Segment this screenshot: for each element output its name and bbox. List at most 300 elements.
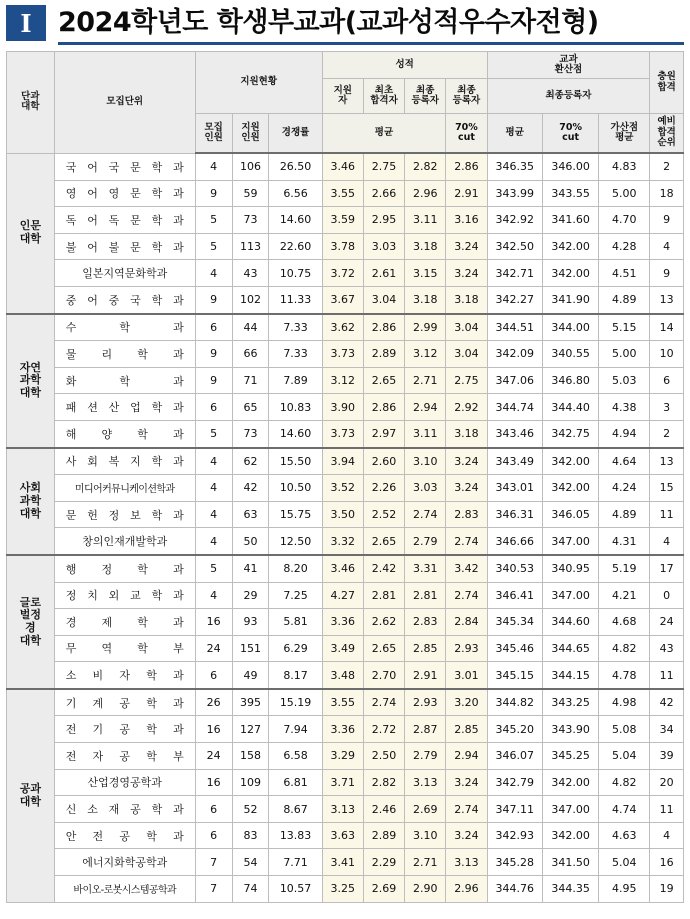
subject-cut70-cell: 347.00 <box>542 796 598 823</box>
bonus-avg-cell: 4.64 <box>599 448 650 475</box>
dept-cell <box>54 609 195 636</box>
grade-first-pass-cell: 2.29 <box>363 849 404 876</box>
dept-cell <box>54 180 195 207</box>
subject-avg-cell: 343.46 <box>487 420 542 447</box>
grade-applicant-cell: 3.72 <box>322 260 363 287</box>
dept-cell <box>54 689 195 716</box>
grade-final-reg-cell: 3.03 <box>405 475 446 502</box>
dept-name: 패 션 산 업 학 과 <box>65 401 184 415</box>
grade-first-pass-cell: 2.86 <box>363 314 404 341</box>
subject-cut70-cell: 347.00 <box>542 528 598 555</box>
quota-cell: 9 <box>195 180 232 207</box>
subject-cut70-cell: 341.50 <box>542 849 598 876</box>
grade-final-reg-cell: 2.79 <box>405 743 446 770</box>
grade-final-reg-cell: 3.31 <box>405 555 446 582</box>
quota-cell: 9 <box>195 341 232 368</box>
bonus-avg-cell: 4.83 <box>599 153 650 180</box>
applicants-cell: 73 <box>232 207 269 234</box>
subject-avg-cell: 346.31 <box>487 501 542 528</box>
dept-name: 안 전 공 학 과 <box>65 829 184 843</box>
bonus-avg-cell: 5.03 <box>599 367 650 394</box>
bonus-avg-cell: 5.15 <box>599 314 650 341</box>
applicants-cell: 93 <box>232 609 269 636</box>
header-waitlist-rank: 예비 합격 순위 <box>650 114 684 154</box>
dept-cell <box>54 207 195 234</box>
table-row <box>7 501 684 528</box>
grade-applicant-cell: 3.50 <box>322 501 363 528</box>
subject-cut70-cell: 346.80 <box>542 367 598 394</box>
waitlist-rank-cell: 11 <box>650 501 684 528</box>
header-unit: 모집단위 <box>54 52 195 154</box>
subject-avg-cell: 342.71 <box>487 260 542 287</box>
quota-cell: 4 <box>195 501 232 528</box>
dept-name: 행 정 학 과 <box>65 562 184 576</box>
applicants-cell: 102 <box>232 286 269 313</box>
quota-cell: 4 <box>195 528 232 555</box>
quota-cell: 6 <box>195 822 232 849</box>
dept-name: 사 회 복 지 학 과 <box>65 455 184 469</box>
subject-cut70-cell: 342.00 <box>542 233 598 260</box>
grade-applicant-cell: 3.67 <box>322 286 363 313</box>
subject-avg-cell: 344.76 <box>487 876 542 903</box>
dept-name: 바이오-로봇시스템공학과 <box>73 885 177 897</box>
grade-final-reg-cell: 2.82 <box>405 153 446 180</box>
quota-cell: 4 <box>195 475 232 502</box>
header-subject-avg: 평균 <box>487 114 542 154</box>
dept-cell <box>54 448 195 475</box>
subject-avg-cell: 345.15 <box>487 662 542 689</box>
subject-avg-cell: 346.35 <box>487 153 542 180</box>
subject-avg-cell: 342.27 <box>487 286 542 313</box>
header-subject-grades: 교과 환산점 <box>487 52 650 79</box>
applicants-cell: 59 <box>232 180 269 207</box>
grade-first-pass-cell: 3.03 <box>363 233 404 260</box>
table-row <box>7 180 684 207</box>
subject-cut70-cell: 344.00 <box>542 314 598 341</box>
grade-final-reg-cell: 2.96 <box>405 180 446 207</box>
grade-applicant-cell: 3.55 <box>322 180 363 207</box>
dept-name: 무 역 학 부 <box>65 642 184 656</box>
dept-name: 미디어커뮤니케이션학과 <box>74 484 175 496</box>
grade-final-reg-cell: 3.11 <box>405 420 446 447</box>
grade-final-reg-cell: 2.71 <box>405 849 446 876</box>
table-row <box>7 769 684 796</box>
dept-cell <box>54 796 195 823</box>
competition-cell: 7.89 <box>269 367 322 394</box>
dept-name: 신 소 재 공 학 과 <box>65 803 184 817</box>
table-row <box>7 286 684 313</box>
grade-first-pass-cell: 2.89 <box>363 341 404 368</box>
dept-cell <box>54 769 195 796</box>
competition-cell: 10.75 <box>269 260 322 287</box>
applicants-cell: 158 <box>232 743 269 770</box>
quota-cell: 6 <box>195 662 232 689</box>
subject-cut70-cell: 344.60 <box>542 609 598 636</box>
competition-cell: 6.58 <box>269 743 322 770</box>
subject-cut70-cell: 341.60 <box>542 207 598 234</box>
waitlist-rank-cell: 10 <box>650 341 684 368</box>
grade-applicant-cell: 3.36 <box>322 609 363 636</box>
grade-first-pass-cell: 2.70 <box>363 662 404 689</box>
grade-cut70-cell: 2.83 <box>446 501 487 528</box>
dept-name: 전 자 공 학 부 <box>65 749 184 763</box>
subject-cut70-cell: 342.00 <box>542 260 598 287</box>
dept-cell <box>54 876 195 903</box>
subject-cut70-cell: 346.00 <box>542 153 598 180</box>
subject-avg-cell: 345.46 <box>487 635 542 662</box>
grade-cut70-cell: 2.74 <box>446 796 487 823</box>
table-row <box>7 314 684 341</box>
bonus-avg-cell: 4.24 <box>599 475 650 502</box>
waitlist-rank-cell: 3 <box>650 394 684 421</box>
waitlist-rank-cell: 34 <box>650 716 684 743</box>
grade-first-pass-cell: 3.04 <box>363 286 404 313</box>
competition-cell: 13.83 <box>269 822 322 849</box>
dept-name: 소 비 자 학 과 <box>65 669 184 683</box>
table-row <box>7 394 684 421</box>
waitlist-rank-cell: 17 <box>650 555 684 582</box>
subject-avg-cell: 343.01 <box>487 475 542 502</box>
subject-cut70-cell: 342.00 <box>542 448 598 475</box>
grade-applicant-cell: 4.27 <box>322 582 363 609</box>
applicants-cell: 65 <box>232 394 269 421</box>
header-subject-cut70: 70% cut <box>542 114 598 154</box>
waitlist-rank-cell: 4 <box>650 233 684 260</box>
grade-first-pass-cell: 2.50 <box>363 743 404 770</box>
applicants-cell: 395 <box>232 689 269 716</box>
subject-avg-cell: 344.82 <box>487 689 542 716</box>
dept-name: 일본지역문화학과 <box>82 267 168 281</box>
applicants-cell: 62 <box>232 448 269 475</box>
dept-cell <box>54 314 195 341</box>
header-extra-pass: 충원 합격 <box>650 52 684 114</box>
subject-avg-cell: 345.28 <box>487 849 542 876</box>
subject-avg-cell: 347.11 <box>487 796 542 823</box>
applicants-cell: 54 <box>232 849 269 876</box>
grade-final-reg-cell: 3.10 <box>405 448 446 475</box>
competition-cell: 15.19 <box>269 689 322 716</box>
quota-cell: 24 <box>195 635 232 662</box>
bonus-avg-cell: 4.51 <box>599 260 650 287</box>
dept-cell <box>54 822 195 849</box>
dept-name: 중 어 중 국 학 과 <box>65 293 184 307</box>
grade-first-pass-cell: 2.61 <box>363 260 404 287</box>
competition-cell: 8.20 <box>269 555 322 582</box>
grade-applicant-cell: 3.78 <box>322 233 363 260</box>
subject-avg-cell: 342.09 <box>487 341 542 368</box>
grade-first-pass-cell: 2.65 <box>363 635 404 662</box>
subject-cut70-cell: 346.05 <box>542 501 598 528</box>
subject-avg-cell: 346.41 <box>487 582 542 609</box>
dept-name: 국 어 국 문 학 과 <box>65 160 184 174</box>
grade-first-pass-cell: 2.62 <box>363 609 404 636</box>
waitlist-rank-cell: 9 <box>650 260 684 287</box>
waitlist-rank-cell: 6 <box>650 367 684 394</box>
grade-applicant-cell: 3.46 <box>322 153 363 180</box>
subject-avg-cell: 343.99 <box>487 180 542 207</box>
dept-name: 화 학 과 <box>65 374 184 388</box>
competition-cell: 14.60 <box>269 207 322 234</box>
subject-cut70-cell: 340.95 <box>542 555 598 582</box>
waitlist-rank-cell: 2 <box>650 420 684 447</box>
grade-first-pass-cell: 2.95 <box>363 207 404 234</box>
grade-cut70-cell: 2.75 <box>446 367 487 394</box>
subject-cut70-cell: 343.25 <box>542 689 598 716</box>
competition-cell: 6.56 <box>269 180 322 207</box>
quota-cell: 5 <box>195 555 232 582</box>
bonus-avg-cell: 4.31 <box>599 528 650 555</box>
quota-cell: 6 <box>195 314 232 341</box>
table-row <box>7 849 684 876</box>
subject-cut70-cell: 343.90 <box>542 716 598 743</box>
grade-applicant-cell: 3.36 <box>322 716 363 743</box>
competition-cell: 22.60 <box>269 233 322 260</box>
applicants-cell: 106 <box>232 153 269 180</box>
applicants-cell: 63 <box>232 501 269 528</box>
dept-name: 불 어 불 문 학 과 <box>65 240 184 254</box>
header-final-reg-2: 최종 등록자 <box>446 79 487 114</box>
applicants-cell: 50 <box>232 528 269 555</box>
subject-avg-cell: 340.53 <box>487 555 542 582</box>
grade-cut70-cell: 3.24 <box>446 769 487 796</box>
waitlist-rank-cell: 13 <box>650 448 684 475</box>
grade-applicant-cell: 3.55 <box>322 689 363 716</box>
bonus-avg-cell: 5.00 <box>599 180 650 207</box>
dept-cell <box>54 260 195 287</box>
header-grades: 성적 <box>322 52 487 79</box>
bonus-avg-cell: 4.82 <box>599 635 650 662</box>
competition-cell: 15.75 <box>269 501 322 528</box>
applicants-cell: 66 <box>232 341 269 368</box>
college-cell: 공과 대학 <box>7 689 55 902</box>
applicants-cell: 43 <box>232 260 269 287</box>
grade-cut70-cell: 2.92 <box>446 394 487 421</box>
waitlist-rank-cell: 20 <box>650 769 684 796</box>
grade-applicant-cell: 3.62 <box>322 314 363 341</box>
bonus-avg-cell: 4.89 <box>599 286 650 313</box>
competition-cell: 12.50 <box>269 528 322 555</box>
waitlist-rank-cell: 9 <box>650 207 684 234</box>
applicants-cell: 74 <box>232 876 269 903</box>
dept-cell <box>54 716 195 743</box>
waitlist-rank-cell: 4 <box>650 822 684 849</box>
subject-cut70-cell: 343.55 <box>542 180 598 207</box>
grade-cut70-cell: 3.01 <box>446 662 487 689</box>
competition-cell: 10.57 <box>269 876 322 903</box>
dept-cell <box>54 394 195 421</box>
grade-cut70-cell: 2.93 <box>446 635 487 662</box>
grade-cut70-cell: 3.42 <box>446 555 487 582</box>
grade-first-pass-cell: 2.89 <box>363 822 404 849</box>
grade-final-reg-cell: 2.81 <box>405 582 446 609</box>
dept-cell <box>54 286 195 313</box>
quota-cell: 4 <box>195 582 232 609</box>
subject-cut70-cell: 342.75 <box>542 420 598 447</box>
grade-first-pass-cell: 2.65 <box>363 367 404 394</box>
grade-cut70-cell: 2.91 <box>446 180 487 207</box>
applicants-cell: 151 <box>232 635 269 662</box>
grade-applicant-cell: 3.49 <box>322 635 363 662</box>
bonus-avg-cell: 4.70 <box>599 207 650 234</box>
competition-cell: 7.25 <box>269 582 322 609</box>
waitlist-rank-cell: 4 <box>650 528 684 555</box>
subject-cut70-cell: 344.40 <box>542 394 598 421</box>
grade-first-pass-cell: 2.26 <box>363 475 404 502</box>
quota-cell: 6 <box>195 394 232 421</box>
grade-final-reg-cell: 3.11 <box>405 207 446 234</box>
grade-final-reg-cell: 3.18 <box>405 286 446 313</box>
subject-avg-cell: 344.51 <box>487 314 542 341</box>
grade-applicant-cell: 3.94 <box>322 448 363 475</box>
header-final-reg: 최종 등록자 <box>405 79 446 114</box>
grade-applicant-cell: 3.25 <box>322 876 363 903</box>
grade-applicant-cell: 3.32 <box>322 528 363 555</box>
grade-final-reg-cell: 3.18 <box>405 233 446 260</box>
bonus-avg-cell: 4.28 <box>599 233 650 260</box>
grade-cut70-cell: 3.16 <box>446 207 487 234</box>
quota-cell: 9 <box>195 286 232 313</box>
table-row <box>7 207 684 234</box>
grade-cut70-cell: 2.74 <box>446 582 487 609</box>
quota-cell: 9 <box>195 367 232 394</box>
grade-cut70-cell: 3.04 <box>446 314 487 341</box>
grade-final-reg-cell: 2.79 <box>405 528 446 555</box>
quota-cell: 5 <box>195 207 232 234</box>
header-average: 평균 <box>322 114 446 154</box>
dept-cell <box>54 153 195 180</box>
table-row <box>7 420 684 447</box>
table-row <box>7 743 684 770</box>
grade-cut70-cell: 3.20 <box>446 689 487 716</box>
bonus-avg-cell: 4.78 <box>599 662 650 689</box>
subject-cut70-cell: 342.00 <box>542 822 598 849</box>
header-bonus-avg: 가산점 평균 <box>599 114 650 154</box>
competition-cell: 6.81 <box>269 769 322 796</box>
grade-first-pass-cell: 2.60 <box>363 448 404 475</box>
dept-name: 전 기 공 학 과 <box>65 723 184 737</box>
subject-avg-cell: 342.92 <box>487 207 542 234</box>
quota-cell: 6 <box>195 796 232 823</box>
grade-final-reg-cell: 2.87 <box>405 716 446 743</box>
grade-cut70-cell: 2.96 <box>446 876 487 903</box>
dept-name: 창의인재개발학과 <box>82 535 168 549</box>
table-row <box>7 635 684 662</box>
grade-cut70-cell: 2.74 <box>446 528 487 555</box>
competition-cell: 10.83 <box>269 394 322 421</box>
quota-cell: 4 <box>195 153 232 180</box>
grade-cut70-cell: 3.24 <box>446 475 487 502</box>
bonus-avg-cell: 4.95 <box>599 876 650 903</box>
subject-avg-cell: 342.79 <box>487 769 542 796</box>
subject-avg-cell: 347.06 <box>487 367 542 394</box>
bonus-avg-cell: 5.19 <box>599 555 650 582</box>
dept-cell <box>54 662 195 689</box>
dept-name: 영 어 영 문 학 과 <box>65 187 184 201</box>
competition-cell: 10.50 <box>269 475 322 502</box>
waitlist-rank-cell: 43 <box>650 635 684 662</box>
dept-cell <box>54 528 195 555</box>
subject-avg-cell: 343.49 <box>487 448 542 475</box>
grade-first-pass-cell: 2.52 <box>363 501 404 528</box>
dept-name: 독 어 독 문 학 과 <box>65 213 184 227</box>
waitlist-rank-cell: 39 <box>650 743 684 770</box>
waitlist-rank-cell: 2 <box>650 153 684 180</box>
subject-cut70-cell: 344.15 <box>542 662 598 689</box>
subject-avg-cell: 345.34 <box>487 609 542 636</box>
dept-cell <box>54 555 195 582</box>
quota-cell: 16 <box>195 769 232 796</box>
quota-cell: 7 <box>195 849 232 876</box>
dept-name: 산업경영공학과 <box>87 776 162 790</box>
title-underline <box>58 42 684 45</box>
bonus-avg-cell: 5.00 <box>599 341 650 368</box>
waitlist-rank-cell: 0 <box>650 582 684 609</box>
bonus-avg-cell: 4.74 <box>599 796 650 823</box>
subject-avg-cell: 346.66 <box>487 528 542 555</box>
header-applicants: 지원 인원 <box>232 114 269 154</box>
bonus-avg-cell: 4.98 <box>599 689 650 716</box>
competition-cell: 26.50 <box>269 153 322 180</box>
subject-cut70-cell: 347.00 <box>542 582 598 609</box>
competition-cell: 11.33 <box>269 286 322 313</box>
header-quota: 모집 인원 <box>195 114 232 154</box>
grade-first-pass-cell: 2.42 <box>363 555 404 582</box>
quota-cell: 26 <box>195 689 232 716</box>
bonus-avg-cell: 5.04 <box>599 849 650 876</box>
bonus-avg-cell: 5.08 <box>599 716 650 743</box>
grade-final-reg-cell: 2.93 <box>405 689 446 716</box>
competition-cell: 14.60 <box>269 420 322 447</box>
table-row <box>7 475 684 502</box>
grade-cut70-cell: 3.24 <box>446 233 487 260</box>
table-row <box>7 796 684 823</box>
dept-name: 물 리 학 과 <box>65 347 184 361</box>
table-row <box>7 555 684 582</box>
grade-first-pass-cell: 2.72 <box>363 716 404 743</box>
applicants-cell: 41 <box>232 555 269 582</box>
header-applicant: 지원 자 <box>322 79 363 114</box>
grade-final-reg-cell: 3.12 <box>405 341 446 368</box>
grade-applicant-cell: 3.41 <box>322 849 363 876</box>
dept-name: 정 치 외 교 학 과 <box>65 589 184 603</box>
applicants-cell: 42 <box>232 475 269 502</box>
grade-applicant-cell: 3.63 <box>322 822 363 849</box>
grade-final-reg-cell: 3.13 <box>405 769 446 796</box>
dept-cell <box>54 582 195 609</box>
grade-final-reg-cell: 2.91 <box>405 662 446 689</box>
quota-cell: 4 <box>195 260 232 287</box>
dept-cell <box>54 501 195 528</box>
subject-cut70-cell: 340.55 <box>542 341 598 368</box>
college-cell: 사회 과학 대학 <box>7 448 55 555</box>
grade-final-reg-cell: 3.15 <box>405 260 446 287</box>
table-row <box>7 822 684 849</box>
grade-applicant-cell: 3.29 <box>322 743 363 770</box>
grade-first-pass-cell: 2.82 <box>363 769 404 796</box>
grade-first-pass-cell: 2.65 <box>363 528 404 555</box>
applicants-cell: 71 <box>232 367 269 394</box>
grade-first-pass-cell: 2.74 <box>363 689 404 716</box>
grade-first-pass-cell: 2.75 <box>363 153 404 180</box>
table-row <box>7 367 684 394</box>
grade-applicant-cell: 3.46 <box>322 555 363 582</box>
applicants-cell: 83 <box>232 822 269 849</box>
bonus-avg-cell: 4.68 <box>599 609 650 636</box>
applicants-cell: 49 <box>232 662 269 689</box>
applicants-cell: 109 <box>232 769 269 796</box>
grade-applicant-cell: 3.12 <box>322 367 363 394</box>
dept-name: 수 학 과 <box>65 321 184 335</box>
